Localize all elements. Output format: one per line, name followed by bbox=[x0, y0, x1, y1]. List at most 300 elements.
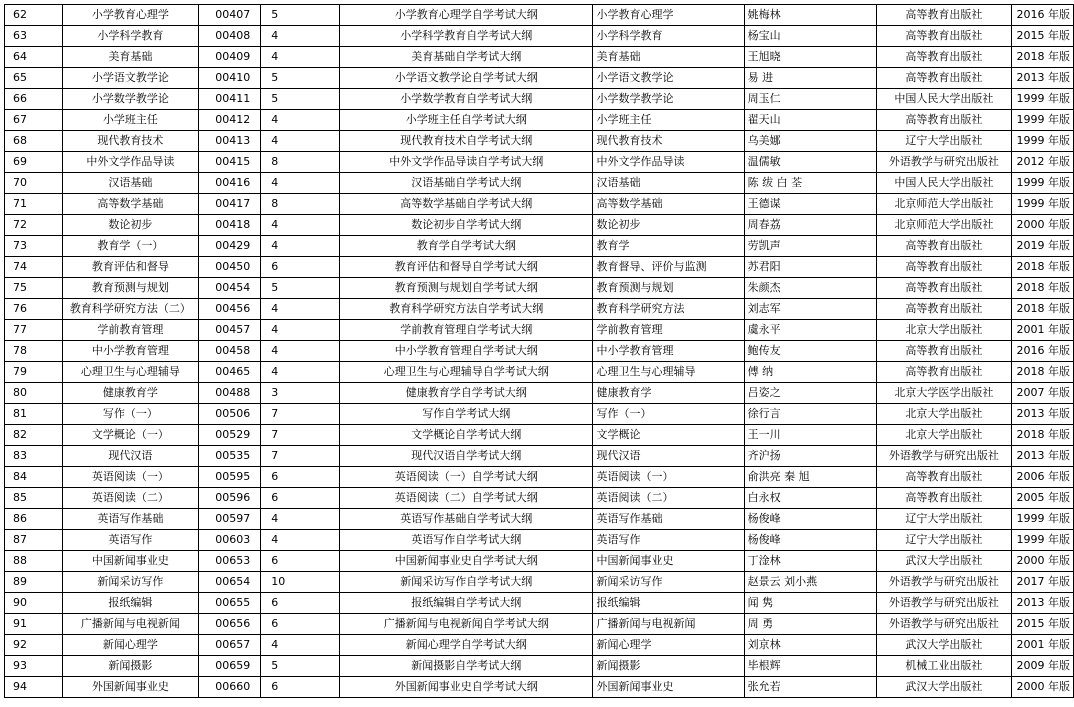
publisher-cell: 高等教育出版社 bbox=[876, 341, 1011, 362]
table-row bbox=[5, 5, 1074, 26]
publisher-cell: 外语教学与研究出版社 bbox=[876, 572, 1011, 593]
credits-cell: 4 bbox=[261, 47, 340, 68]
table-row bbox=[5, 236, 1074, 257]
row-number-cell: 89 bbox=[5, 572, 63, 593]
publisher-cell: 外语教学与研究出版社 bbox=[876, 614, 1011, 635]
textbook-name-cell: 小学科学教育 bbox=[593, 26, 744, 47]
author-cell: 傅 纳 bbox=[744, 362, 876, 383]
row-number-cell: 77 bbox=[5, 320, 63, 341]
publisher-cell: 高等教育出版社 bbox=[876, 467, 1011, 488]
publisher-cell: 高等教育出版社 bbox=[876, 5, 1011, 26]
author-cell: 虞永平 bbox=[744, 320, 876, 341]
author-cell: 朱颜杰 bbox=[744, 278, 876, 299]
author-cell: 毕根辉 bbox=[744, 656, 876, 677]
course-code-cell: 00657 bbox=[199, 635, 261, 656]
row-number-cell: 70 bbox=[5, 173, 63, 194]
course-name-cell: 健康教育学 bbox=[62, 383, 199, 404]
publisher-cell: 高等教育出版社 bbox=[876, 47, 1011, 68]
course-name-cell: 广播新闻与电视新闻 bbox=[62, 614, 199, 635]
textbook-name-cell: 小学数学教学论 bbox=[593, 89, 744, 110]
row-number-cell: 81 bbox=[5, 404, 63, 425]
edition-cell: 1999 年版 bbox=[1012, 173, 1074, 194]
table-row bbox=[5, 47, 1074, 68]
credits-cell: 6 bbox=[261, 593, 340, 614]
publisher-cell: 外语教学与研究出版社 bbox=[876, 446, 1011, 467]
course-name-cell: 小学教育心理学 bbox=[62, 5, 199, 26]
syllabus-name-cell: 新闻摄影自学考试大纲 bbox=[340, 656, 593, 677]
edition-cell: 2000 年版 bbox=[1012, 215, 1074, 236]
textbook-name-cell: 学前教育管理 bbox=[593, 320, 744, 341]
course-code-cell: 00415 bbox=[199, 152, 261, 173]
textbook-name-cell: 中外文学作品导读 bbox=[593, 152, 744, 173]
syllabus-name-cell: 汉语基础自学考试大纲 bbox=[340, 173, 593, 194]
table-row bbox=[5, 26, 1074, 47]
edition-cell: 2012 年版 bbox=[1012, 152, 1074, 173]
credits-cell: 3 bbox=[261, 383, 340, 404]
edition-cell: 2018 年版 bbox=[1012, 47, 1074, 68]
table-row bbox=[5, 383, 1074, 404]
textbook-name-cell: 美育基础 bbox=[593, 47, 744, 68]
author-cell: 赵景云 刘小燕 bbox=[744, 572, 876, 593]
publisher-cell: 武汉大学出版社 bbox=[876, 635, 1011, 656]
row-number-cell: 67 bbox=[5, 110, 63, 131]
course-name-cell: 中小学教育管理 bbox=[62, 341, 199, 362]
textbook-name-cell: 汉语基础 bbox=[593, 173, 744, 194]
edition-cell: 2016 年版 bbox=[1012, 5, 1074, 26]
edition-cell: 2018 年版 bbox=[1012, 362, 1074, 383]
author-cell: 劳凯声 bbox=[744, 236, 876, 257]
course-code-cell: 00488 bbox=[199, 383, 261, 404]
row-number-cell: 66 bbox=[5, 89, 63, 110]
table-row bbox=[5, 194, 1074, 215]
credits-cell: 6 bbox=[261, 551, 340, 572]
textbook-name-cell: 现代汉语 bbox=[593, 446, 744, 467]
publisher-cell: 高等教育出版社 bbox=[876, 236, 1011, 257]
credits-cell: 5 bbox=[261, 89, 340, 110]
edition-cell: 2013 年版 bbox=[1012, 404, 1074, 425]
row-number-cell: 68 bbox=[5, 131, 63, 152]
course-code-cell: 00529 bbox=[199, 425, 261, 446]
credits-cell: 7 bbox=[261, 425, 340, 446]
edition-cell: 2018 年版 bbox=[1012, 299, 1074, 320]
edition-cell: 2007 年版 bbox=[1012, 383, 1074, 404]
course-name-cell: 心理卫生与心理辅导 bbox=[62, 362, 199, 383]
textbook-name-cell: 小学教育心理学 bbox=[593, 5, 744, 26]
row-number-cell: 91 bbox=[5, 614, 63, 635]
publisher-cell: 辽宁大学出版社 bbox=[876, 530, 1011, 551]
author-cell: 陈 绂 白 荃 bbox=[744, 173, 876, 194]
table-row bbox=[5, 425, 1074, 446]
course-name-cell: 学前教育管理 bbox=[62, 320, 199, 341]
table-row bbox=[5, 152, 1074, 173]
course-code-cell: 00456 bbox=[199, 299, 261, 320]
author-cell: 王旭晓 bbox=[744, 47, 876, 68]
row-number-cell: 73 bbox=[5, 236, 63, 257]
table-row bbox=[5, 173, 1074, 194]
credits-cell: 5 bbox=[261, 5, 340, 26]
credits-cell: 6 bbox=[261, 614, 340, 635]
textbook-name-cell: 小学班主任 bbox=[593, 110, 744, 131]
credits-cell: 10 bbox=[261, 572, 340, 593]
edition-cell: 2006 年版 bbox=[1012, 467, 1074, 488]
row-number-cell: 74 bbox=[5, 257, 63, 278]
syllabus-name-cell: 外国新闻事业史自学考试大纲 bbox=[340, 677, 593, 698]
author-cell: 周春荔 bbox=[744, 215, 876, 236]
row-number-cell: 85 bbox=[5, 488, 63, 509]
course-name-cell: 文学概论（一） bbox=[62, 425, 199, 446]
syllabus-name-cell: 中外文学作品导读自学考试大纲 bbox=[340, 152, 593, 173]
course-name-cell: 数论初步 bbox=[62, 215, 199, 236]
credits-cell: 4 bbox=[261, 341, 340, 362]
credits-cell: 6 bbox=[261, 488, 340, 509]
syllabus-name-cell: 现代教育技术自学考试大纲 bbox=[340, 131, 593, 152]
publisher-cell: 辽宁大学出版社 bbox=[876, 131, 1011, 152]
syllabus-name-cell: 教育预测与规划自学考试大纲 bbox=[340, 278, 593, 299]
author-cell: 易 进 bbox=[744, 68, 876, 89]
course-code-cell: 00411 bbox=[199, 89, 261, 110]
edition-cell: 2005 年版 bbox=[1012, 488, 1074, 509]
course-code-cell: 00653 bbox=[199, 551, 261, 572]
publisher-cell: 高等教育出版社 bbox=[876, 110, 1011, 131]
edition-cell: 2000 年版 bbox=[1012, 551, 1074, 572]
row-number-cell: 86 bbox=[5, 509, 63, 530]
row-number-cell: 87 bbox=[5, 530, 63, 551]
credits-cell: 6 bbox=[261, 467, 340, 488]
syllabus-name-cell: 小学教育心理学自学考试大纲 bbox=[340, 5, 593, 26]
textbook-name-cell: 新闻摄影 bbox=[593, 656, 744, 677]
syllabus-name-cell: 文学概论自学考试大纲 bbox=[340, 425, 593, 446]
textbook-name-cell: 数论初步 bbox=[593, 215, 744, 236]
credits-cell: 4 bbox=[261, 530, 340, 551]
row-number-cell: 82 bbox=[5, 425, 63, 446]
publisher-cell: 武汉大学出版社 bbox=[876, 677, 1011, 698]
course-code-cell: 00429 bbox=[199, 236, 261, 257]
syllabus-name-cell: 写作自学考试大纲 bbox=[340, 404, 593, 425]
credits-cell: 4 bbox=[261, 26, 340, 47]
course-name-cell: 外国新闻事业史 bbox=[62, 677, 199, 698]
textbook-name-cell: 广播新闻与电视新闻 bbox=[593, 614, 744, 635]
table-row bbox=[5, 404, 1074, 425]
author-cell: 刘志军 bbox=[744, 299, 876, 320]
course-code-cell: 00659 bbox=[199, 656, 261, 677]
table-row bbox=[5, 341, 1074, 362]
edition-cell: 1999 年版 bbox=[1012, 530, 1074, 551]
row-number-cell: 71 bbox=[5, 194, 63, 215]
table-row bbox=[5, 278, 1074, 299]
course-code-cell: 00412 bbox=[199, 110, 261, 131]
edition-cell: 2000 年版 bbox=[1012, 677, 1074, 698]
author-cell: 周玉仁 bbox=[744, 89, 876, 110]
course-code-cell: 00458 bbox=[199, 341, 261, 362]
table-row bbox=[5, 68, 1074, 89]
course-textbook-table bbox=[4, 4, 1074, 698]
syllabus-name-cell: 小学数学教育自学考试大纲 bbox=[340, 89, 593, 110]
textbook-name-cell: 心理卫生与心理辅导 bbox=[593, 362, 744, 383]
textbook-name-cell: 教育预测与规划 bbox=[593, 278, 744, 299]
textbook-name-cell: 报纸编辑 bbox=[593, 593, 744, 614]
author-cell: 徐行言 bbox=[744, 404, 876, 425]
syllabus-name-cell: 英语写作基础自学考试大纲 bbox=[340, 509, 593, 530]
publisher-cell: 辽宁大学出版社 bbox=[876, 509, 1011, 530]
row-number-cell: 78 bbox=[5, 341, 63, 362]
credits-cell: 4 bbox=[261, 635, 340, 656]
author-cell: 齐沪扬 bbox=[744, 446, 876, 467]
publisher-cell: 外语教学与研究出版社 bbox=[876, 152, 1011, 173]
course-name-cell: 美育基础 bbox=[62, 47, 199, 68]
textbook-name-cell: 英语写作基础 bbox=[593, 509, 744, 530]
textbook-name-cell: 新闻采访写作 bbox=[593, 572, 744, 593]
course-name-cell: 教育科学研究方法（二） bbox=[62, 299, 199, 320]
course-name-cell: 新闻摄影 bbox=[62, 656, 199, 677]
row-number-cell: 88 bbox=[5, 551, 63, 572]
course-code-cell: 00506 bbox=[199, 404, 261, 425]
course-code-cell: 00654 bbox=[199, 572, 261, 593]
row-number-cell: 63 bbox=[5, 26, 63, 47]
course-code-cell: 00417 bbox=[199, 194, 261, 215]
row-number-cell: 76 bbox=[5, 299, 63, 320]
course-name-cell: 汉语基础 bbox=[62, 173, 199, 194]
credits-cell: 6 bbox=[261, 257, 340, 278]
row-number-cell: 75 bbox=[5, 278, 63, 299]
publisher-cell: 武汉大学出版社 bbox=[876, 551, 1011, 572]
course-code-cell: 00595 bbox=[199, 467, 261, 488]
textbook-name-cell: 外国新闻事业史 bbox=[593, 677, 744, 698]
syllabus-name-cell: 教育科学研究方法自学考试大纲 bbox=[340, 299, 593, 320]
publisher-cell: 高等教育出版社 bbox=[876, 488, 1011, 509]
course-name-cell: 小学班主任 bbox=[62, 110, 199, 131]
table-row bbox=[5, 509, 1074, 530]
syllabus-name-cell: 英语阅读（二）自学考试大纲 bbox=[340, 488, 593, 509]
syllabus-name-cell: 中国新闻事业史自学考试大纲 bbox=[340, 551, 593, 572]
table-row bbox=[5, 446, 1074, 467]
edition-cell: 2018 年版 bbox=[1012, 425, 1074, 446]
publisher-cell: 中国人民大学出版社 bbox=[876, 173, 1011, 194]
course-code-cell: 00457 bbox=[199, 320, 261, 341]
author-cell: 姚梅林 bbox=[744, 5, 876, 26]
author-cell: 王德谋 bbox=[744, 194, 876, 215]
credits-cell: 4 bbox=[261, 320, 340, 341]
author-cell: 周 勇 bbox=[744, 614, 876, 635]
edition-cell: 2013 年版 bbox=[1012, 593, 1074, 614]
author-cell: 苏君阳 bbox=[744, 257, 876, 278]
row-number-cell: 64 bbox=[5, 47, 63, 68]
course-code-cell: 00408 bbox=[199, 26, 261, 47]
textbook-name-cell: 英语写作 bbox=[593, 530, 744, 551]
credits-cell: 7 bbox=[261, 446, 340, 467]
author-cell: 刘京林 bbox=[744, 635, 876, 656]
textbook-name-cell: 小学语文教学论 bbox=[593, 68, 744, 89]
table-row bbox=[5, 362, 1074, 383]
course-name-cell: 英语阅读（一） bbox=[62, 467, 199, 488]
credits-cell: 5 bbox=[261, 68, 340, 89]
table-row bbox=[5, 467, 1074, 488]
row-number-cell: 84 bbox=[5, 467, 63, 488]
publisher-cell: 北京大学医学出版社 bbox=[876, 383, 1011, 404]
credits-cell: 8 bbox=[261, 152, 340, 173]
author-cell: 白永权 bbox=[744, 488, 876, 509]
course-name-cell: 教育学（一） bbox=[62, 236, 199, 257]
table-row bbox=[5, 635, 1074, 656]
course-name-cell: 写作（一） bbox=[62, 404, 199, 425]
syllabus-name-cell: 数论初步自学考试大纲 bbox=[340, 215, 593, 236]
publisher-cell: 高等教育出版社 bbox=[876, 257, 1011, 278]
table-row bbox=[5, 677, 1074, 698]
table-row bbox=[5, 131, 1074, 152]
table-row bbox=[5, 299, 1074, 320]
edition-cell: 2015 年版 bbox=[1012, 26, 1074, 47]
publisher-cell: 外语教学与研究出版社 bbox=[876, 593, 1011, 614]
edition-cell: 2018 年版 bbox=[1012, 278, 1074, 299]
course-code-cell: 00418 bbox=[199, 215, 261, 236]
table-row bbox=[5, 656, 1074, 677]
author-cell: 吕姿之 bbox=[744, 383, 876, 404]
course-code-cell: 00535 bbox=[199, 446, 261, 467]
course-code-cell: 00409 bbox=[199, 47, 261, 68]
edition-cell: 2017 年版 bbox=[1012, 572, 1074, 593]
publisher-cell: 北京师范大学出版社 bbox=[876, 215, 1011, 236]
author-cell: 翟天山 bbox=[744, 110, 876, 131]
publisher-cell: 高等教育出版社 bbox=[876, 278, 1011, 299]
course-code-cell: 00407 bbox=[199, 5, 261, 26]
edition-cell: 2016 年版 bbox=[1012, 341, 1074, 362]
credits-cell: 4 bbox=[261, 215, 340, 236]
edition-cell: 1999 年版 bbox=[1012, 110, 1074, 131]
edition-cell: 2018 年版 bbox=[1012, 257, 1074, 278]
credits-cell: 4 bbox=[261, 299, 340, 320]
course-code-cell: 00597 bbox=[199, 509, 261, 530]
course-code-cell: 00655 bbox=[199, 593, 261, 614]
textbook-name-cell: 英语阅读（一） bbox=[593, 467, 744, 488]
syllabus-name-cell: 小学语文教学论自学考试大纲 bbox=[340, 68, 593, 89]
course-name-cell: 新闻心理学 bbox=[62, 635, 199, 656]
course-code-cell: 00413 bbox=[199, 131, 261, 152]
edition-cell: 2013 年版 bbox=[1012, 68, 1074, 89]
textbook-name-cell: 文学概论 bbox=[593, 425, 744, 446]
textbook-name-cell: 高等数学基础 bbox=[593, 194, 744, 215]
publisher-cell: 高等教育出版社 bbox=[876, 26, 1011, 47]
row-number-cell: 83 bbox=[5, 446, 63, 467]
syllabus-name-cell: 英语阅读（一）自学考试大纲 bbox=[340, 467, 593, 488]
publisher-cell: 高等教育出版社 bbox=[876, 299, 1011, 320]
author-cell: 张允若 bbox=[744, 677, 876, 698]
course-name-cell: 小学语文教学论 bbox=[62, 68, 199, 89]
course-name-cell: 报纸编辑 bbox=[62, 593, 199, 614]
table-row bbox=[5, 320, 1074, 341]
syllabus-name-cell: 英语写作自学考试大纲 bbox=[340, 530, 593, 551]
edition-cell: 2013 年版 bbox=[1012, 446, 1074, 467]
credits-cell: 4 bbox=[261, 236, 340, 257]
publisher-cell: 中国人民大学出版社 bbox=[876, 89, 1011, 110]
course-name-cell: 中国新闻事业史 bbox=[62, 551, 199, 572]
syllabus-name-cell: 现代汉语自学考试大纲 bbox=[340, 446, 593, 467]
course-code-cell: 00410 bbox=[199, 68, 261, 89]
credits-cell: 4 bbox=[261, 131, 340, 152]
row-number-cell: 94 bbox=[5, 677, 63, 698]
table-row bbox=[5, 110, 1074, 131]
author-cell: 王一川 bbox=[744, 425, 876, 446]
table-body bbox=[5, 5, 1074, 698]
edition-cell: 2019 年版 bbox=[1012, 236, 1074, 257]
author-cell: 杨俊峰 bbox=[744, 530, 876, 551]
table-row bbox=[5, 530, 1074, 551]
edition-cell: 2015 年版 bbox=[1012, 614, 1074, 635]
author-cell: 丁淦林 bbox=[744, 551, 876, 572]
syllabus-name-cell: 学前教育管理自学考试大纲 bbox=[340, 320, 593, 341]
course-name-cell: 高等数学基础 bbox=[62, 194, 199, 215]
row-number-cell: 72 bbox=[5, 215, 63, 236]
syllabus-name-cell: 小学班主任自学考试大纲 bbox=[340, 110, 593, 131]
syllabus-name-cell: 教育评估和督导自学考试大纲 bbox=[340, 257, 593, 278]
textbook-name-cell: 中国新闻事业史 bbox=[593, 551, 744, 572]
syllabus-name-cell: 教育学自学考试大纲 bbox=[340, 236, 593, 257]
edition-cell: 2009 年版 bbox=[1012, 656, 1074, 677]
course-name-cell: 新闻采访写作 bbox=[62, 572, 199, 593]
course-code-cell: 00450 bbox=[199, 257, 261, 278]
publisher-cell: 北京大学出版社 bbox=[876, 425, 1011, 446]
course-code-cell: 00454 bbox=[199, 278, 261, 299]
publisher-cell: 机械工业出版社 bbox=[876, 656, 1011, 677]
syllabus-name-cell: 中小学教育管理自学考试大纲 bbox=[340, 341, 593, 362]
publisher-cell: 高等教育出版社 bbox=[876, 68, 1011, 89]
syllabus-name-cell: 小学科学教育自学考试大纲 bbox=[340, 26, 593, 47]
credits-cell: 4 bbox=[261, 173, 340, 194]
row-number-cell: 80 bbox=[5, 383, 63, 404]
course-name-cell: 英语阅读（二） bbox=[62, 488, 199, 509]
course-name-cell: 小学科学教育 bbox=[62, 26, 199, 47]
textbook-name-cell: 英语阅读（二） bbox=[593, 488, 744, 509]
textbook-name-cell: 健康教育学 bbox=[593, 383, 744, 404]
credits-cell: 7 bbox=[261, 404, 340, 425]
edition-cell: 1999 年版 bbox=[1012, 131, 1074, 152]
textbook-name-cell: 写作（一） bbox=[593, 404, 744, 425]
textbook-name-cell: 中小学教育管理 bbox=[593, 341, 744, 362]
row-number-cell: 79 bbox=[5, 362, 63, 383]
course-code-cell: 00416 bbox=[199, 173, 261, 194]
credits-cell: 5 bbox=[261, 656, 340, 677]
edition-cell: 1999 年版 bbox=[1012, 89, 1074, 110]
syllabus-name-cell: 新闻采访写作自学考试大纲 bbox=[340, 572, 593, 593]
table-row bbox=[5, 593, 1074, 614]
edition-cell: 2001 年版 bbox=[1012, 635, 1074, 656]
syllabus-name-cell: 新闻心理学自学考试大纲 bbox=[340, 635, 593, 656]
textbook-name-cell: 现代教育技术 bbox=[593, 131, 744, 152]
textbook-name-cell: 教育督导、评价与监测 bbox=[593, 257, 744, 278]
table-row bbox=[5, 572, 1074, 593]
credits-cell: 4 bbox=[261, 509, 340, 530]
author-cell: 温儒敏 bbox=[744, 152, 876, 173]
syllabus-name-cell: 健康教育学自学考试大纲 bbox=[340, 383, 593, 404]
table-row bbox=[5, 614, 1074, 635]
table-row bbox=[5, 215, 1074, 236]
row-number-cell: 93 bbox=[5, 656, 63, 677]
course-name-cell: 中外文学作品导读 bbox=[62, 152, 199, 173]
credits-cell: 8 bbox=[261, 194, 340, 215]
row-number-cell: 65 bbox=[5, 68, 63, 89]
row-number-cell: 62 bbox=[5, 5, 63, 26]
course-name-cell: 小学数学教学论 bbox=[62, 89, 199, 110]
row-number-cell: 92 bbox=[5, 635, 63, 656]
syllabus-name-cell: 高等数学基础自学考试大纲 bbox=[340, 194, 593, 215]
edition-cell: 1999 年版 bbox=[1012, 194, 1074, 215]
course-code-cell: 00596 bbox=[199, 488, 261, 509]
textbook-name-cell: 教育学 bbox=[593, 236, 744, 257]
syllabus-name-cell: 报纸编辑自学考试大纲 bbox=[340, 593, 593, 614]
author-cell: 俞洪亮 秦 旭 bbox=[744, 467, 876, 488]
textbook-name-cell: 教育科学研究方法 bbox=[593, 299, 744, 320]
credits-cell: 5 bbox=[261, 278, 340, 299]
row-number-cell: 69 bbox=[5, 152, 63, 173]
course-code-cell: 00660 bbox=[199, 677, 261, 698]
